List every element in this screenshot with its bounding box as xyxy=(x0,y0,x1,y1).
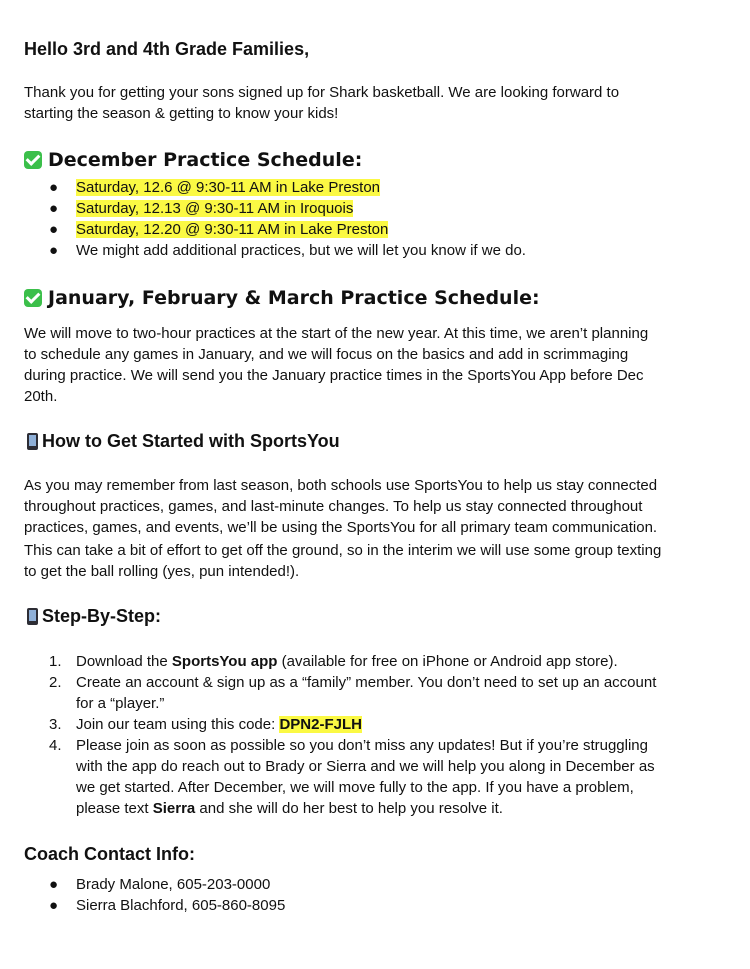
bullet: ● xyxy=(49,876,59,893)
december-schedule-list xyxy=(24,177,724,261)
sportsyou-line: As you may remember from last season, both schools use SportsYou to help us stay connected xyxy=(24,477,658,494)
steps-heading xyxy=(24,605,161,627)
list-item xyxy=(24,895,724,916)
highlighted-practice: Saturday, 12.6 @ 9:30-11 AM in Lake Preston xyxy=(76,179,381,196)
sportsyou-line: practices, games, and events, we’ll be using the SportsYou for all primary team communication. xyxy=(24,519,658,536)
contact-entry: Brady Malone, 605-203-0000 xyxy=(76,876,271,893)
list-item xyxy=(24,672,724,714)
december-heading-text: December Practice Schedule: xyxy=(48,149,363,171)
list-item xyxy=(24,177,724,198)
highlighted-practice: Saturday, 12.20 @ 9:30-11 AM in Lake Preston xyxy=(76,221,389,238)
practice-note: We might add additional practices, but we will let you know if we do. xyxy=(76,242,526,259)
sportsyou-heading-text: How to Get Started with SportsYou xyxy=(42,431,340,451)
winter-heading xyxy=(24,286,540,310)
step-number: 2. xyxy=(49,674,62,691)
bullet: ● xyxy=(49,221,59,238)
bullet: ● xyxy=(49,200,59,217)
contacts-heading: Coach Contact Info: xyxy=(24,844,195,864)
sportsyou-paragraph xyxy=(24,475,724,582)
sportsyou-heading xyxy=(24,430,340,452)
winter-paragraph xyxy=(24,323,724,407)
winter-line: during practice. We will send you the January practice times in the SportsYou App before Dec xyxy=(24,367,644,384)
list-item xyxy=(24,219,724,240)
sportsyou-line: This can take a bit of effort to get off the ground, so in the interim we will use some group texting xyxy=(24,542,662,559)
sportsyou-line: to get the ball rolling (yes, pun intended!). xyxy=(24,563,300,580)
step-text: Join our team using this code: xyxy=(76,716,280,733)
step-text: we get started. After December, we will move fully to the app. If you have a problem, xyxy=(76,779,634,796)
intro-paragraph xyxy=(24,82,724,124)
list-item xyxy=(24,240,724,261)
winter-line: 20th. xyxy=(24,388,58,405)
step-text: please text xyxy=(76,800,153,817)
step-number: 4. xyxy=(49,737,62,754)
list-item xyxy=(24,651,724,672)
step-text: with the app do reach out to Brady or Sierra and we will help you along in December as xyxy=(76,758,655,775)
list-item xyxy=(24,735,724,819)
intro-line: starting the season & getting to know your kids! xyxy=(24,105,339,122)
step-text: for a “player.” xyxy=(76,695,165,712)
contact-entry: Sierra Blachford, 605-860-8095 xyxy=(76,897,286,914)
bullet: ● xyxy=(49,179,59,196)
step-text: Please join as soon as possible so you don’t miss any updates! But if you’re struggling xyxy=(76,737,648,754)
winter-line: to schedule any games in January, and we will focus on the basics and add in scrimmaging xyxy=(24,346,629,363)
step-text: Download the xyxy=(76,653,172,670)
steps-heading-text: Step-By-Step: xyxy=(42,606,162,626)
list-item xyxy=(24,874,724,895)
winter-heading-text: January, February & March Practice Schedule: xyxy=(48,287,540,309)
phone-icon xyxy=(27,433,38,450)
check-icon xyxy=(24,289,42,307)
sportsyou-line: throughout practices, games, and last-minute changes. To help us stay connected throughout xyxy=(24,498,643,515)
step-number: 3. xyxy=(49,716,62,733)
winter-line: We will move to two-hour practices at the start of the new year. At this time, we aren’t planning xyxy=(24,325,649,342)
december-heading xyxy=(24,148,362,172)
contacts-list xyxy=(24,874,724,916)
steps-list xyxy=(24,651,724,819)
list-item xyxy=(24,198,724,219)
bullet: ● xyxy=(49,897,59,914)
phone-icon xyxy=(27,608,38,625)
greeting-heading: Hello 3rd and 4th Grade Families, xyxy=(24,39,310,59)
team-code: DPN2-FJLH xyxy=(279,716,362,733)
step-text: and she will do her best to help you resolve it. xyxy=(195,800,503,817)
intro-line: Thank you for getting your sons signed up for Shark basketball. We are looking forward to xyxy=(24,84,620,101)
step-text: (available for free on iPhone or Android app store). xyxy=(277,653,618,670)
list-item xyxy=(24,714,724,735)
sportsyou-app-label: SportsYou app xyxy=(171,653,278,670)
step-number: 1. xyxy=(49,653,62,670)
sierra-name: Sierra xyxy=(152,800,196,817)
highlighted-practice: Saturday, 12.13 @ 9:30-11 AM in Iroquois xyxy=(76,200,354,217)
check-icon xyxy=(24,151,42,169)
step-text: Create an account & sign up as a “family” member. You don’t need to set up an account xyxy=(76,674,657,691)
bullet: ● xyxy=(49,242,59,259)
